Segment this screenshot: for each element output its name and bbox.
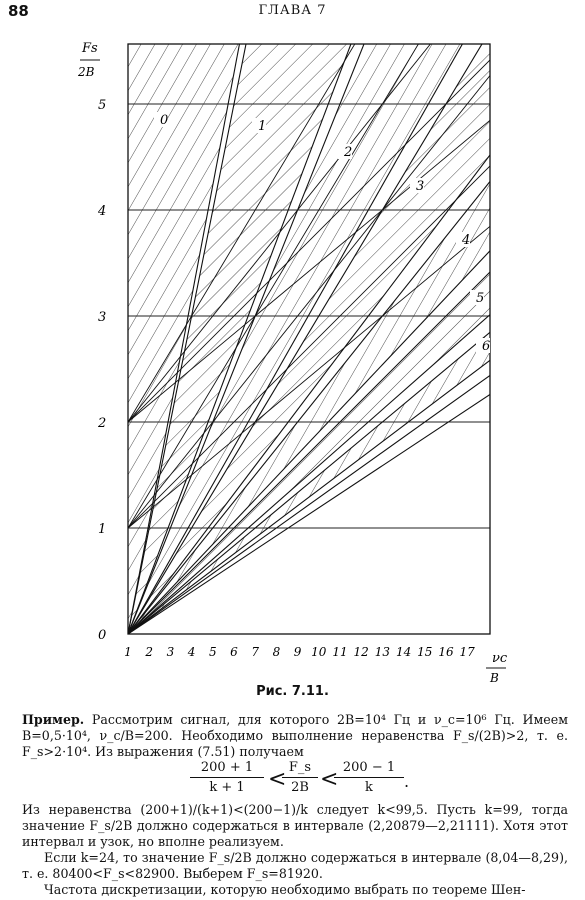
region-label: 4 [462, 233, 471, 248]
x-tick-label: 4 [187, 645, 196, 659]
x-tick-label: 17 [459, 645, 475, 659]
less-than-2: < [320, 767, 339, 792]
x-tick-label: 9 [293, 645, 302, 659]
formula-period: . [404, 772, 410, 791]
region-label: 3 [416, 179, 425, 194]
paragraph-3: Если k=24, то значение F_s/2B должно содержаться в интервале (8,04—8,29), т. е. 80400<F_s<82900. Выберем F_s=81920. [22, 850, 568, 881]
x-tick-label: 1 [124, 645, 132, 659]
x-tick-label: 5 [208, 645, 217, 659]
region-label: 5 [476, 291, 485, 306]
fraction-right: $\frac{200 - 1}{k}$ [334, 760, 404, 795]
x-tick-label: 11 [332, 645, 348, 659]
x-tick-label: 12 [353, 645, 369, 659]
text-block [22, 802, 568, 898]
y-axis-label-bottom: 2B [78, 65, 95, 79]
region-label: 2 [344, 145, 353, 160]
example-text: Рассмотрим сигнал, для которого 2B=10⁴ Гц и ν_c=10⁶ Гц. Имеем B=0,5·10⁴, ν_c/B=200. Необходимо выполнение неравенства F_s/(2B)>2, т. е. F_s>2·10⁴. Из выражения (7.51) получаем [22, 712, 568, 759]
x-axis-label-top: νc [492, 651, 508, 666]
region-label: 1 [258, 119, 267, 134]
x-tick-label: 14 [395, 645, 412, 659]
example-lead: Пример. [22, 712, 85, 727]
x-tick-label: 7 [251, 645, 260, 659]
x-tick-label: 15 [417, 645, 433, 659]
x-tick-label: 2 [145, 645, 154, 659]
paragraph-2: Из неравенства (200+1)/(k+1)<(200−1)/k следует k<99,5. Пусть k=99, тогда значение F_s/2B должно содержаться в интервале (2,20879—2,21111). Хотя этот интервал и узок, но вполне реализуем. [22, 802, 568, 849]
y-tick-label: 5 [98, 98, 107, 113]
less-than-1: < [268, 767, 287, 792]
chapter-title: ГЛАВА 7 [258, 3, 327, 18]
y-tick-label: 0 [98, 628, 107, 643]
region-label: 6 [482, 339, 491, 354]
y-tick-label: 1 [98, 522, 107, 537]
x-tick-label: 3 [166, 645, 175, 659]
x-tick-label: 10 [311, 645, 327, 659]
y-axis-label-top: Fs [82, 41, 98, 56]
y-tick-label: 4 [98, 204, 107, 219]
x-axis-label-bottom: B [490, 671, 499, 685]
y-tick-label: 3 [98, 310, 107, 325]
x-tick-label: 8 [272, 645, 281, 659]
figure-chart [0, 24, 585, 685]
page-number: 88 [8, 2, 29, 20]
example-paragraph [22, 712, 568, 760]
y-tick-label: 2 [98, 416, 107, 431]
x-tick-label: 13 [374, 645, 391, 659]
paragraph-4: Частота дискретизации, которую необходимо выбрать по теореме Шен- [44, 882, 526, 897]
x-tick-label: 6 [230, 645, 238, 659]
page-header [0, 2, 585, 22]
x-tick-label: 16 [438, 645, 454, 659]
region-label: 0 [160, 113, 169, 128]
fraction-left: $\frac{200 + 1}{k + 1}$ [190, 760, 264, 795]
inequality-formula [0, 758, 585, 802]
fraction-middle: $\frac{F\_s}{2B}$ [282, 760, 318, 795]
figure-caption: Рис. 7.11. [256, 684, 329, 699]
